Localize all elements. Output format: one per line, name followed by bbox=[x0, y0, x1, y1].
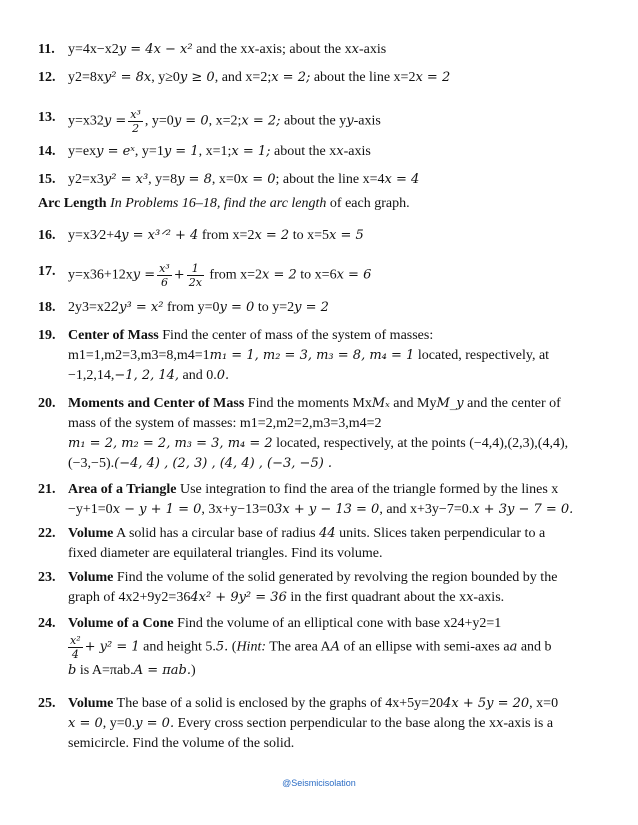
text: units. Slices taken perpendicular to a bbox=[335, 526, 546, 541]
text: The area A bbox=[266, 639, 331, 655]
text: , y=1 bbox=[134, 144, 164, 159]
text: y2=x3 bbox=[68, 172, 104, 187]
math: y = bbox=[132, 267, 156, 283]
text: (−3,−5). bbox=[68, 456, 115, 471]
text: y2=8x bbox=[68, 70, 104, 85]
math: y = 1 bbox=[163, 144, 199, 159]
problem-heading: Center of Mass bbox=[68, 328, 159, 343]
text: Find the volume of an elliptical cone with base x24+y2=1 bbox=[173, 616, 502, 631]
text: fixed diameter are equilateral triangles. Find its volume. bbox=[68, 546, 383, 561]
text: , y=0. bbox=[102, 716, 136, 731]
text: , x=1; bbox=[198, 144, 232, 159]
math: x = 0 bbox=[240, 172, 276, 187]
problem-23 bbox=[38, 568, 610, 608]
text: from x=2 bbox=[205, 267, 263, 283]
hint-label: Hint: bbox=[236, 639, 266, 655]
math: x bbox=[351, 42, 359, 57]
text: A solid has a circular base of radius bbox=[113, 526, 320, 541]
math: 3x + y − 13 = 0 bbox=[274, 502, 380, 517]
text: , x=2; bbox=[208, 113, 242, 129]
text: −y+1=0 bbox=[68, 502, 113, 517]
text: graph of 4x2+9y2=36 bbox=[68, 590, 191, 605]
problem-number: 22. bbox=[38, 526, 56, 541]
denominator: 2 bbox=[132, 122, 140, 135]
problem-number: 20. bbox=[38, 396, 56, 411]
math: x = 0 bbox=[68, 716, 103, 731]
text: to y=2 bbox=[254, 300, 295, 315]
math: y² = 8x bbox=[103, 70, 152, 85]
problem-number: 12. bbox=[38, 70, 56, 85]
denominator: 6 bbox=[160, 276, 168, 289]
section-title: Arc Length bbox=[38, 196, 107, 211]
problem-number: 16. bbox=[38, 228, 56, 243]
text: 2y3=x2 bbox=[68, 300, 111, 315]
text: about the line x=2 bbox=[310, 70, 416, 85]
problem-15 bbox=[38, 170, 610, 190]
text: about the y bbox=[280, 113, 347, 129]
text: Every cross section perpendicular to the base along the x bbox=[174, 716, 496, 731]
math: x + 3y − 7 = 0. bbox=[472, 502, 574, 517]
math: x = 5 bbox=[329, 228, 364, 243]
math: y = 8 bbox=[177, 172, 212, 187]
text: m1=1,m2=3,m3=8,m4=1 bbox=[68, 348, 210, 363]
text: -axis bbox=[358, 42, 387, 57]
problem-20 bbox=[38, 394, 610, 474]
fraction bbox=[157, 262, 172, 289]
math: x − y + 1 = 0 bbox=[112, 502, 202, 517]
math: x = 1; bbox=[231, 144, 271, 159]
text: to x=5 bbox=[289, 228, 329, 243]
problem-heading: Moments and Center of Mass bbox=[68, 396, 245, 411]
math: M_y bbox=[436, 396, 464, 411]
math: 44 bbox=[319, 526, 336, 541]
section-instruction: In Problems 16–18, find the arc length bbox=[106, 196, 327, 211]
text: located, respectively, at bbox=[414, 348, 550, 363]
numerator: x² bbox=[70, 634, 81, 647]
math: x = 2 bbox=[415, 70, 451, 85]
text: Use integration to find the area of the triangle formed by the lines x bbox=[176, 482, 559, 497]
math: y = eˣ bbox=[96, 144, 135, 159]
problem-number: 15. bbox=[38, 172, 56, 187]
text: mass of the system of masses: m1=2,m2=2,m3=3,m4=2 bbox=[68, 416, 382, 431]
text: , and x+3y−7=0. bbox=[379, 502, 473, 517]
math: −1, 2, 14, bbox=[114, 368, 180, 383]
problem-22 bbox=[38, 524, 610, 564]
text: semicircle. Find the volume of the solid. bbox=[68, 736, 295, 751]
problem-number: 13. bbox=[38, 110, 56, 125]
text: -axis is a bbox=[503, 716, 554, 731]
problem-number: 18. bbox=[38, 300, 56, 315]
math: y = 4x − x² bbox=[118, 42, 193, 57]
text: Find the center of mass of the system of masses: bbox=[158, 328, 434, 343]
problem-24 bbox=[38, 614, 610, 681]
text: , y≥0 bbox=[151, 70, 180, 85]
math: m₁ = 1, m₂ = 3, m₃ = 8, m₄ = 1 bbox=[209, 348, 415, 363]
text: and b bbox=[517, 639, 552, 655]
math: y = 0 bbox=[173, 113, 209, 129]
text: and the x bbox=[192, 42, 248, 57]
math: y = x³ᐟ² + 4 bbox=[121, 228, 199, 243]
text: in the first quadrant about the x bbox=[286, 590, 467, 605]
text: is A=πab. bbox=[76, 663, 134, 678]
text: y=x36+12x bbox=[68, 267, 133, 283]
math: + bbox=[173, 267, 185, 283]
problem-number: 24. bbox=[38, 616, 56, 631]
text: , 3x+y−13=0 bbox=[201, 502, 275, 517]
math: b bbox=[68, 663, 77, 678]
math: y = 0 bbox=[219, 300, 255, 315]
text: -axis bbox=[353, 113, 381, 129]
numerator: x³ bbox=[159, 262, 170, 275]
text: and My bbox=[389, 396, 437, 411]
text: , y=0 bbox=[144, 113, 174, 129]
math: 2y³ = x² bbox=[110, 300, 164, 315]
math: x = 6 bbox=[336, 267, 372, 283]
math: (−4, 4) , (2, 3) , (4, 4) , (−3, −5) . bbox=[114, 456, 333, 471]
problem-18 bbox=[38, 298, 610, 318]
text: y=x3⁄2+4 bbox=[68, 228, 122, 243]
text: Find the volume of the solid generated by revolving the region bounded by the bbox=[113, 570, 558, 585]
math: Mₓ bbox=[371, 396, 390, 411]
problem-heading: Volume of a Cone bbox=[68, 616, 174, 631]
math: A = πab. bbox=[133, 663, 191, 678]
math: a bbox=[509, 639, 518, 655]
text: Find the moments Mx bbox=[244, 396, 372, 411]
math: m₁ = 2, m₂ = 2, m₃ = 3, m₄ = 2 bbox=[68, 436, 273, 451]
text: y=ex bbox=[68, 144, 97, 159]
problem-17 bbox=[38, 262, 610, 289]
math: y² = x³ bbox=[103, 172, 149, 187]
problem-12 bbox=[38, 68, 610, 88]
text: -axis bbox=[343, 144, 371, 159]
denominator: 2x bbox=[188, 276, 202, 289]
problem-heading: Volume bbox=[68, 696, 114, 711]
text: , y=8 bbox=[148, 172, 178, 187]
text: and the center of bbox=[463, 396, 561, 411]
fraction bbox=[128, 108, 143, 135]
math: x bbox=[336, 144, 344, 159]
text: ( bbox=[228, 639, 237, 655]
text: −1,2,14, bbox=[68, 368, 115, 383]
math: x bbox=[247, 42, 255, 57]
text: and 0. bbox=[179, 368, 217, 383]
math: y = bbox=[103, 113, 127, 129]
problem-16 bbox=[38, 226, 610, 246]
text: ; about the line x=4 bbox=[275, 172, 385, 187]
text: from x=2 bbox=[198, 228, 255, 243]
section-heading-arc-length bbox=[38, 194, 610, 214]
problem-number: 23. bbox=[38, 570, 56, 585]
problem-number: 17. bbox=[38, 264, 56, 279]
problem-number: 21. bbox=[38, 482, 56, 497]
math: x bbox=[466, 590, 474, 605]
math: x = 4 bbox=[384, 172, 420, 187]
text: and height 5. bbox=[139, 639, 216, 655]
fraction bbox=[68, 634, 83, 661]
footer-watermark: @Seismicisolation bbox=[282, 778, 356, 788]
text: -axis. bbox=[473, 590, 505, 605]
problem-heading: Area of a Triangle bbox=[68, 482, 177, 497]
problem-number: 25. bbox=[38, 696, 56, 711]
math: A bbox=[330, 639, 341, 655]
fraction bbox=[187, 262, 204, 289]
text: , x=0 bbox=[529, 696, 559, 711]
problem-21 bbox=[38, 480, 610, 520]
math: y bbox=[346, 113, 354, 129]
problem-number: 19. bbox=[38, 328, 56, 343]
text: to x=6 bbox=[296, 267, 337, 283]
math: y = 0. bbox=[135, 716, 175, 731]
problem-heading: Volume bbox=[68, 526, 114, 541]
math: x bbox=[495, 716, 504, 731]
text: located, respectively, at the points (−4,4),(2,3),(4,4), bbox=[272, 436, 569, 451]
math: x = 2 bbox=[254, 228, 290, 243]
text: , and x=2; bbox=[214, 70, 272, 85]
problem-number: 14. bbox=[38, 144, 56, 159]
text: The base of a solid is enclosed by the graphs of 4x+5y=20 bbox=[113, 696, 444, 711]
math: x = 2; bbox=[241, 113, 281, 129]
math: x = 2; bbox=[271, 70, 311, 85]
math: x = 2 bbox=[262, 267, 297, 283]
problem-14 bbox=[38, 142, 610, 162]
text: about the x bbox=[270, 144, 337, 159]
problem-13 bbox=[38, 108, 610, 135]
problem-25 bbox=[38, 694, 610, 754]
numerator: 1 bbox=[187, 262, 204, 276]
numerator: x³ bbox=[130, 108, 141, 121]
math: 4x² + 9y² = 36 bbox=[190, 590, 287, 605]
problem-number: 11. bbox=[38, 42, 55, 57]
problem-heading: Volume bbox=[68, 570, 114, 585]
text: y=x32 bbox=[68, 113, 104, 129]
math: y = 2 bbox=[294, 300, 329, 315]
text: ) bbox=[190, 663, 196, 678]
math: 4x + 5y = 20 bbox=[443, 696, 530, 711]
math: 0. bbox=[216, 368, 230, 383]
text: of an ellipse with semi-axes a bbox=[340, 639, 510, 655]
text: from y=0 bbox=[163, 300, 220, 315]
text: -axis; about the x bbox=[254, 42, 352, 57]
math: y ≥ 0 bbox=[179, 70, 215, 85]
text: of each graph. bbox=[326, 196, 410, 211]
denominator: 4 bbox=[71, 648, 79, 661]
problem-11 bbox=[38, 40, 610, 60]
text: y=4x−x2 bbox=[68, 42, 119, 57]
math: 5. bbox=[215, 639, 229, 655]
problem-19 bbox=[38, 326, 610, 386]
math: + y² = 1 bbox=[84, 639, 140, 655]
text: , x=0 bbox=[211, 172, 241, 187]
